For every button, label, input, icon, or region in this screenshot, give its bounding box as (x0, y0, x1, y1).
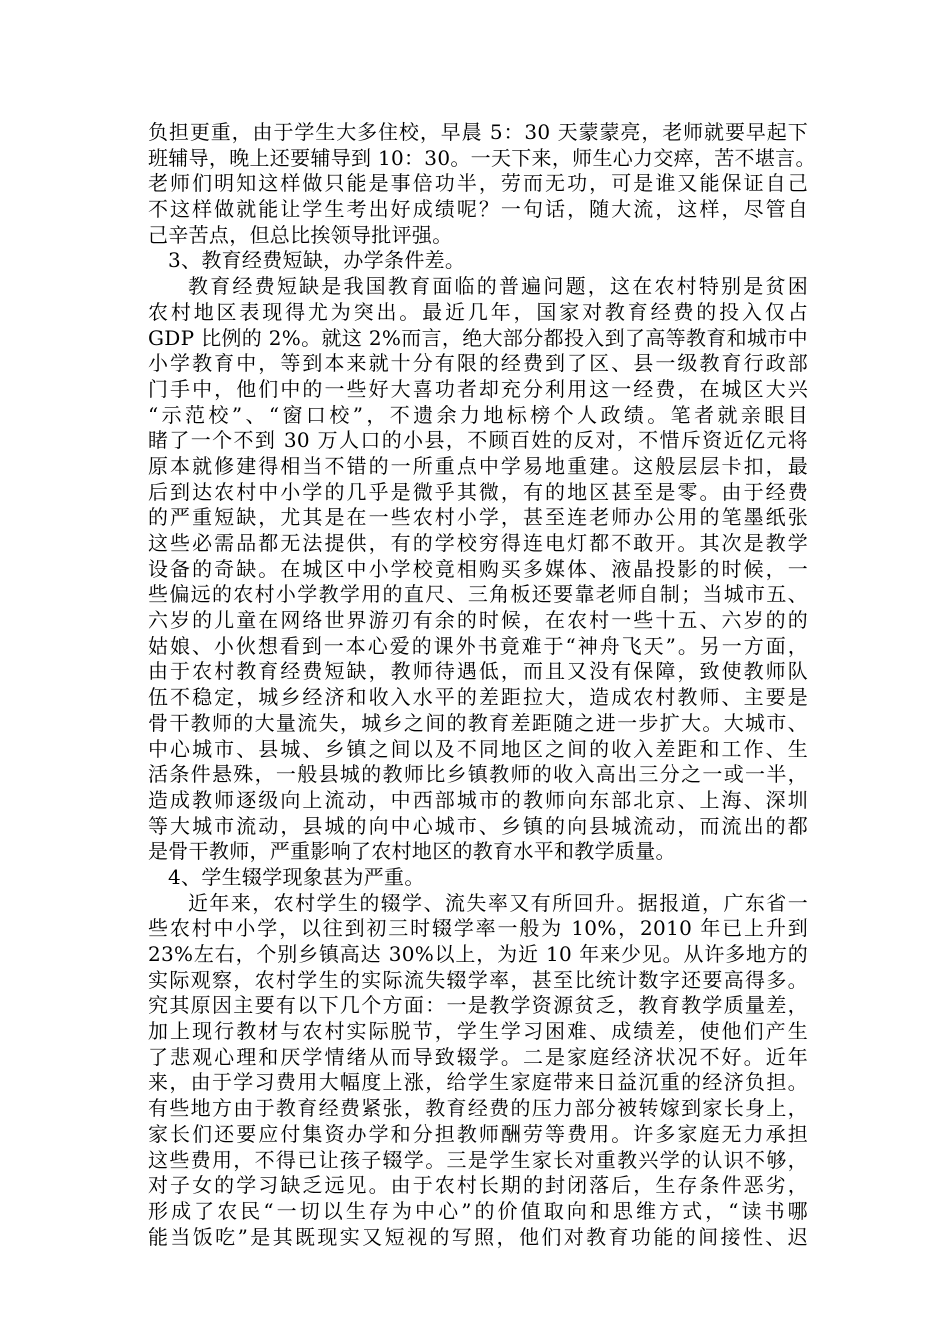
text-line: 伍不稳定，城乡经济和收入水平的差距拉大，造成农村教师、主要是 (148, 685, 808, 710)
text-line: 门手中，他们中的一些好大喜功者却充分利用这一经费，在城区大兴 (148, 376, 808, 401)
text-line: 些偏远的农村小学教学用的直尺、三角板还要靠老师自制；当城市五、 (148, 582, 808, 607)
text-line: 近年来，农村学生的辍学、流失率又有所回升。据报道，广东省一 (188, 890, 808, 915)
text-line: 六岁的儿童在网络世界游刃有余的时候，在农村一些十五、六岁的的 (148, 608, 808, 633)
text-line: 等大城市流动，县城的向中心城市、乡镇的向县城流动，而流出的都 (148, 813, 808, 838)
text-line: 姑娘、小伙想看到一本心爱的课外书竟难于“神舟飞天”。另一方面， (148, 633, 808, 658)
text-line: 究其原因主要有以下几个方面：一是教学资源贫乏，教育教学质量差， (148, 993, 808, 1018)
text-line: 小学教育中，等到本来就十分有限的经费到了区、县一级教育行政部 (148, 351, 808, 376)
text-line: GDP 比例的 2%。就这 2%而言，绝大部分都投入到了高等教育和城市中 (148, 325, 808, 350)
text-line: 农村地区表现得尤为突出。最近几年，国家对教育经费的投入仅占 (148, 299, 808, 324)
text-line: 有些地方由于教育经费紧张，教育经费的压力部分被转嫁到家长身上， (148, 1096, 808, 1121)
text-line: 家长们还要应付集资办学和分担教师酬劳等费用。许多家庭无力承担 (148, 1121, 808, 1146)
text-line: 23%左右，个别乡镇高达 30%以上，为近 10 年来少见。从许多地方的 (148, 942, 808, 966)
text-line: 老师们明知这样做只能是事倍功半，劳而无功，可是谁又能保证自己 (148, 171, 808, 196)
text-line: 设备的奇缺。在城区中小学校竟相购买多媒体、液晶投影的时候，一 (148, 556, 808, 581)
text-line: 的严重短缺，尤其是在一些农村小学，甚至连老师办公用的笔墨纸张 (148, 505, 808, 530)
text-line: 骨干教师的大量流失，城乡之间的教育差距随之进一步扩大。大城市、 (148, 710, 808, 735)
text-line: “示范校”、“窗口校”，不遗余力地标榜个人政绩。笔者就亲眼目 (148, 402, 808, 427)
text-line: 对子女的学习缺乏远见。由于农村长期的封闭落后，生存条件恶劣， (148, 1173, 808, 1198)
text-line: 睹了一个不到 30 万人口的小县，不顾百姓的反对，不惜斥资近亿元将 (148, 428, 808, 453)
text-line: 负担更重，由于学生大多住校，早晨 5：30 天蒙蒙亮，老师就要早起下 (148, 120, 808, 144)
text-line: 这些必需品都无法提供，有的学校穷得连电灯都不敢开。其次是教学 (148, 531, 808, 555)
text-line: 这些费用，不得已让孩子辍学。三是学生家长对重教兴学的认识不够， (148, 1147, 808, 1172)
text-line: 活条件悬殊，一般县城的教师比乡镇教师的收入高出三分之一或一半， (148, 762, 808, 787)
text-line: 后到达农村中小学的几乎是微乎其微，有的地区甚至是零。由于经费 (148, 479, 808, 504)
text-line: 原本就修建得相当不错的一所重点中学易地重建。这般层层卡扣，最 (148, 453, 808, 478)
text-line: 形成了农民“一切以生存为中心”的价值取向和思维方式，“读书哪 (148, 1198, 808, 1223)
section-heading: 4、学生辍学现象甚为严重。 (168, 864, 425, 889)
text-line: 了悲观心理和厌学情绪从而导致辍学。二是家庭经济状况不好。近年 (148, 1044, 808, 1069)
text-line: 是骨干教师，严重影响了农村地区的教育水平和教学质量。 (148, 839, 676, 864)
text-line: 加上现行教材与农村实际脱节，学生学习困难、成绩差，使他们产生 (148, 1019, 808, 1044)
section-heading: 3、教育经费短缺，办学条件差。 (168, 248, 466, 273)
text-line: 不这样做就能让学生考出好成绩呢？一句话，随大流，这样，尽管自 (148, 197, 808, 222)
document-page (148, 120, 816, 1250)
text-line: 造成教师逐级向上流动，中西部城市的教师向东部北京、上海、深圳 (148, 787, 808, 812)
text-line: 些农村中小学，以往到初三时辍学率一般为 10%，2010 年已上升到 (148, 916, 808, 941)
text-line: 来，由于学习费用大幅度上涨，给学生家庭带来日益沉重的经济负担。 (148, 1070, 808, 1095)
text-line: 由于农村教育经费短缺，教师待遇低，而且又没有保障，致使教师队 (148, 659, 808, 684)
text-line: 中心城市、县城、乡镇之间以及不同地区之间的收入差距和工作、生 (148, 736, 808, 761)
text-line: 班辅导，晚上还要辅导到 10：30。一天下来，师生心力交瘁，苦不堪言。 (148, 145, 816, 170)
text-line: 能当饭吃”是其既现实又短视的写照，他们对教育功能的间接性、迟 (148, 1224, 808, 1249)
text-line: 教育经费短缺是我国教育面临的普遍问题，这在农村特别是贫困 (188, 274, 808, 299)
text-line: 己辛苦点，但总比挨领导批评强。 (148, 222, 453, 247)
text-line: 实际观察，农村学生的实际流失辍学率，甚至比统计数字还要高得多。 (148, 967, 808, 992)
